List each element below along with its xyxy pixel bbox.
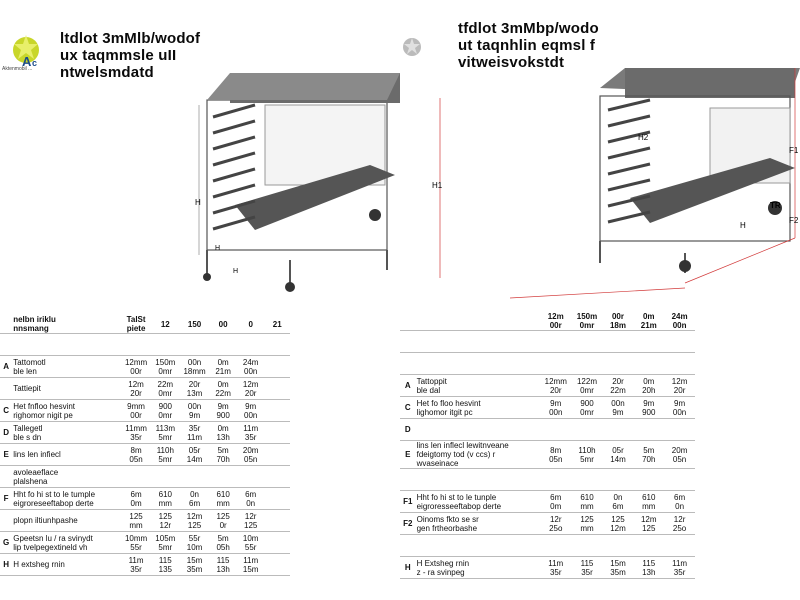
table-row <box>400 557 695 579</box>
table-row <box>0 466 290 488</box>
row-letter <box>400 353 416 375</box>
row-value: 12m 20r <box>671 376 688 395</box>
row-letter: A <box>3 362 9 371</box>
row-value: 15m 35m <box>186 555 203 574</box>
header-col-cell: 12m 00r <box>547 312 564 330</box>
row-value: 900 0mr <box>580 398 594 417</box>
svg-text:H: H <box>215 245 221 252</box>
table-row <box>400 331 695 353</box>
row-label <box>416 353 540 375</box>
row-letter: F2 <box>403 519 413 528</box>
row-value: 110h 5mr <box>156 445 174 464</box>
title-line: ltdlot 3mMlb/wodof <box>60 30 201 47</box>
row-value: 15m 35m <box>610 558 626 577</box>
table-row <box>0 488 290 510</box>
row-value: 55r 10m <box>186 533 203 552</box>
row-label: H extsheg rnin <box>13 560 65 569</box>
row-value: 10mm 55r <box>124 533 148 552</box>
row-letter: H <box>3 560 9 569</box>
row-value <box>540 535 571 557</box>
row-value: 0n 6m <box>189 489 201 508</box>
row-value: 11m 15m <box>242 555 259 574</box>
page-title <box>60 30 200 81</box>
row-value <box>180 334 210 356</box>
row-value <box>603 535 634 557</box>
table-header-row <box>0 315 290 334</box>
dim-label: TR <box>770 201 781 210</box>
row-value <box>237 334 265 356</box>
row-value <box>603 419 634 441</box>
svg-text:H: H <box>233 268 239 275</box>
header-col-cell: 0 <box>248 319 253 329</box>
table-row <box>400 419 695 441</box>
table-row <box>400 441 695 469</box>
row-label <box>416 331 540 353</box>
row-value <box>571 331 602 353</box>
row-value: 0m 13h <box>216 423 230 442</box>
title-line: ux taqmmsle uII <box>60 47 177 64</box>
row-value <box>664 535 695 557</box>
row-value <box>151 334 180 356</box>
right-panel <box>400 0 800 600</box>
row-value: 00n 9m <box>611 398 625 417</box>
row-value <box>540 353 571 375</box>
header-letter-cell <box>0 315 12 334</box>
row-value: 610 mm <box>642 492 656 511</box>
dim-label: H2 <box>638 133 649 142</box>
row-value: 9m 00n <box>244 401 258 420</box>
row-value: 610 mm <box>580 492 594 511</box>
table-row <box>400 375 695 397</box>
row-value <box>664 469 695 491</box>
dim-label: F2 <box>789 216 799 225</box>
row-value: 12mm 00r <box>124 357 148 376</box>
row-value <box>540 469 571 491</box>
row-value: 10m 55r <box>242 533 259 552</box>
row-label <box>416 419 540 441</box>
table-row <box>400 535 695 557</box>
row-value: 125 mm <box>580 514 594 533</box>
header-col-cell: 21 <box>272 319 282 329</box>
row-letter <box>0 466 12 488</box>
title-line: ntwelsmdatd <box>60 64 154 81</box>
row-label: Oinoms fkto se sr gen frtheorbashe <box>416 514 479 533</box>
row-value <box>540 419 571 441</box>
row-value <box>571 353 602 375</box>
dim-label: H1 <box>432 181 443 190</box>
row-value: 122m 0mr <box>576 376 597 395</box>
row-value: 12m 20r <box>242 379 259 398</box>
row-value: 0m 22m <box>215 379 231 398</box>
header-letter-cell <box>400 312 416 331</box>
row-value: 11mm 35r <box>125 423 147 442</box>
row-letter: F <box>3 494 9 503</box>
table-row <box>400 353 695 375</box>
row-value <box>603 469 634 491</box>
row-value: 11m 35r <box>672 558 688 577</box>
row-value: 12m 125 <box>186 511 203 530</box>
title-line: ut taqnhlin eqmsl f <box>458 37 596 54</box>
shelf-drawing <box>195 55 400 305</box>
table-row <box>0 334 290 356</box>
row-value: 5m 70h <box>642 445 656 464</box>
svg-text:A: A <box>22 54 32 69</box>
row-letter <box>400 469 416 491</box>
row-value <box>664 419 695 441</box>
row-value: 05r 14m <box>610 445 626 464</box>
row-letter: H <box>404 563 411 572</box>
header-col-cell: 00 <box>218 319 228 329</box>
row-label: Tattomotl ble len <box>13 357 46 376</box>
row-value: 610 mm <box>158 489 172 508</box>
row-letter <box>0 378 12 400</box>
row-value: 125 0r <box>216 511 230 530</box>
title-line: tfdlot 3mMbp/wodo <box>458 20 599 37</box>
row-label: Het fnfloo hesvint righomor nigit pe <box>13 401 76 420</box>
row-value <box>633 469 664 491</box>
row-value: 115 35r <box>580 558 594 577</box>
table-row <box>0 554 290 576</box>
row-letter: D <box>3 428 9 437</box>
row-letter <box>400 331 416 353</box>
row-label: lins len infiecl <box>13 450 61 459</box>
row-value <box>633 419 664 441</box>
row-value: 125 12m <box>610 514 626 533</box>
row-value: 105m 5mr <box>155 533 176 552</box>
row-value: 900 0mr <box>158 401 173 420</box>
table-row <box>400 397 695 419</box>
row-value: 150m 0mr <box>155 357 176 376</box>
row-label: avoleaeflace plalshena <box>13 467 59 486</box>
row-value <box>151 466 180 488</box>
table-row <box>0 356 290 378</box>
row-value: 00n 18mm <box>183 357 206 376</box>
row-value: 22m 0mr <box>157 379 174 398</box>
row-value: 9m 900 <box>642 398 656 417</box>
row-value: 125 12r <box>158 511 172 530</box>
row-letter <box>400 535 416 557</box>
row-value: 8m 05n <box>549 445 563 464</box>
row-letter <box>0 510 12 532</box>
header-col-cell: 150 <box>187 319 202 329</box>
svg-text:c: c <box>32 58 38 68</box>
row-value: 11m 35r <box>548 558 564 577</box>
row-value <box>121 466 151 488</box>
row-value: 5m 05h <box>216 533 230 552</box>
dim-label: F1 <box>789 146 799 155</box>
row-value: 6m 0m <box>130 489 142 508</box>
shelf-drawing <box>410 48 800 308</box>
row-value: 6m 0n <box>245 489 257 508</box>
row-value: 115 13h <box>216 555 230 574</box>
row-value <box>633 353 664 375</box>
logo-caption: Aktenmobil ... <box>2 66 33 72</box>
row-value: 12m 125 <box>640 514 657 533</box>
row-label: H Extsheg rnin z - ra svinpeg <box>416 558 470 577</box>
row-label: Het fo floo hesvint lighomor itgit pc <box>416 398 481 417</box>
row-value: 0n 6m <box>612 492 624 511</box>
row-value: 110h 5mr <box>578 445 596 464</box>
row-value: 6m 0m <box>550 492 562 511</box>
spec-table <box>0 315 290 576</box>
row-value <box>571 535 602 557</box>
logo-icon <box>6 32 56 82</box>
row-label: Hht fo hi st to le tumple eigroreseeftabop derte <box>13 489 96 508</box>
title-line: vitweisvokstdt <box>458 54 565 71</box>
row-value: 12m 20r <box>128 379 144 398</box>
row-value <box>540 331 571 353</box>
row-value <box>633 331 664 353</box>
row-value <box>209 466 237 488</box>
row-value: 9mm 00r <box>127 401 145 420</box>
row-value <box>603 331 634 353</box>
row-value: 20r 13m <box>186 379 203 398</box>
row-value <box>237 466 265 488</box>
row-value: 5m 70h <box>216 445 230 464</box>
row-value: 9m 00n <box>672 398 687 417</box>
header-col-cell: 12 <box>160 319 170 329</box>
header-label-cell <box>416 312 540 331</box>
dim-label: H <box>740 221 746 230</box>
table-row <box>0 422 290 444</box>
table-row <box>0 378 290 400</box>
row-value: 11m 35r <box>243 423 259 442</box>
row-value <box>180 466 210 488</box>
row-label: lins len inflecl lewitnveane fdeigtomy tod (v ccs) r wvaseinace <box>416 441 509 468</box>
row-value: 12r 125 <box>244 511 258 530</box>
row-value <box>664 331 695 353</box>
row-letter: D <box>404 425 411 434</box>
row-letter: E <box>3 450 9 459</box>
row-value: 20m 05n <box>671 445 688 464</box>
row-letter: F1 <box>403 497 413 506</box>
row-value: 00n 9m <box>187 401 202 420</box>
row-letter: E <box>405 450 411 459</box>
row-label <box>416 535 540 557</box>
row-value <box>121 334 151 356</box>
row-value: 115 13h <box>642 558 656 577</box>
row-value: 12r 25o <box>672 514 687 533</box>
row-value <box>664 353 695 375</box>
header-col-cell: 24m 00n <box>671 312 688 330</box>
row-value: 20r 22m <box>610 376 626 395</box>
header-label-cell: nelbn iriklu nnsmang <box>13 315 56 333</box>
row-value: 8m 05n <box>129 445 143 464</box>
header-col-cell: 150m 0mr <box>576 312 598 330</box>
svg-text:H: H <box>195 198 201 207</box>
row-value: 125 mm <box>129 511 143 530</box>
table-row <box>0 400 290 422</box>
row-label: plopn iltiunhpashe <box>13 516 78 525</box>
row-value <box>633 535 664 557</box>
row-label: Tattiepit <box>13 384 41 393</box>
row-value: 35r 11m <box>187 423 203 442</box>
row-value <box>571 469 602 491</box>
row-value: 05r 14m <box>186 445 203 464</box>
row-value: 11m 35r <box>128 555 144 574</box>
row-letter: C <box>404 403 411 412</box>
row-value: 9m 00n <box>549 398 563 417</box>
row-letter: A <box>404 381 411 390</box>
row-value: 12mm 20r <box>544 376 567 395</box>
row-value <box>209 334 237 356</box>
row-label: Gpeetsn lu / ra svinydt lip tvelpegextineld vh <box>13 533 93 552</box>
row-letter: C <box>3 406 9 415</box>
row-label: Tallegetl ble s dn <box>13 423 43 442</box>
row-value: 9m 900 <box>216 401 230 420</box>
row-value: 115 135 <box>158 555 172 574</box>
table-row <box>400 513 695 535</box>
row-value <box>571 419 602 441</box>
table-header-row <box>400 312 695 331</box>
table-row <box>0 532 290 554</box>
row-value: 12r 25o <box>549 514 563 533</box>
row-label <box>416 469 540 491</box>
row-value: 0m 21m <box>215 357 231 376</box>
row-value: 6m 0n <box>674 492 686 511</box>
row-value: 610 mm <box>216 489 230 508</box>
row-value: 20m 05n <box>242 445 259 464</box>
header-col-cell: 00r 18m <box>609 312 626 330</box>
row-letter <box>0 334 12 356</box>
row-value <box>603 353 634 375</box>
header-col-cell: 0m 21m <box>640 312 657 330</box>
table-row <box>0 510 290 532</box>
row-value: 24m 00n <box>242 357 259 376</box>
spec-table <box>400 312 695 579</box>
table-row <box>400 491 695 513</box>
table-row <box>400 469 695 491</box>
row-label: Hht fo hi st to le tunple eigroresseeftabop derte <box>416 492 502 511</box>
row-label: Tattoppit ble dal <box>416 376 447 395</box>
row-value: 0m 20h <box>642 376 656 395</box>
table-row <box>0 444 290 466</box>
row-label <box>12 334 121 356</box>
row-letter: G <box>2 538 10 547</box>
header-col-cell: TalSt piete <box>126 315 146 333</box>
row-value: 113m 5mr <box>155 423 176 442</box>
